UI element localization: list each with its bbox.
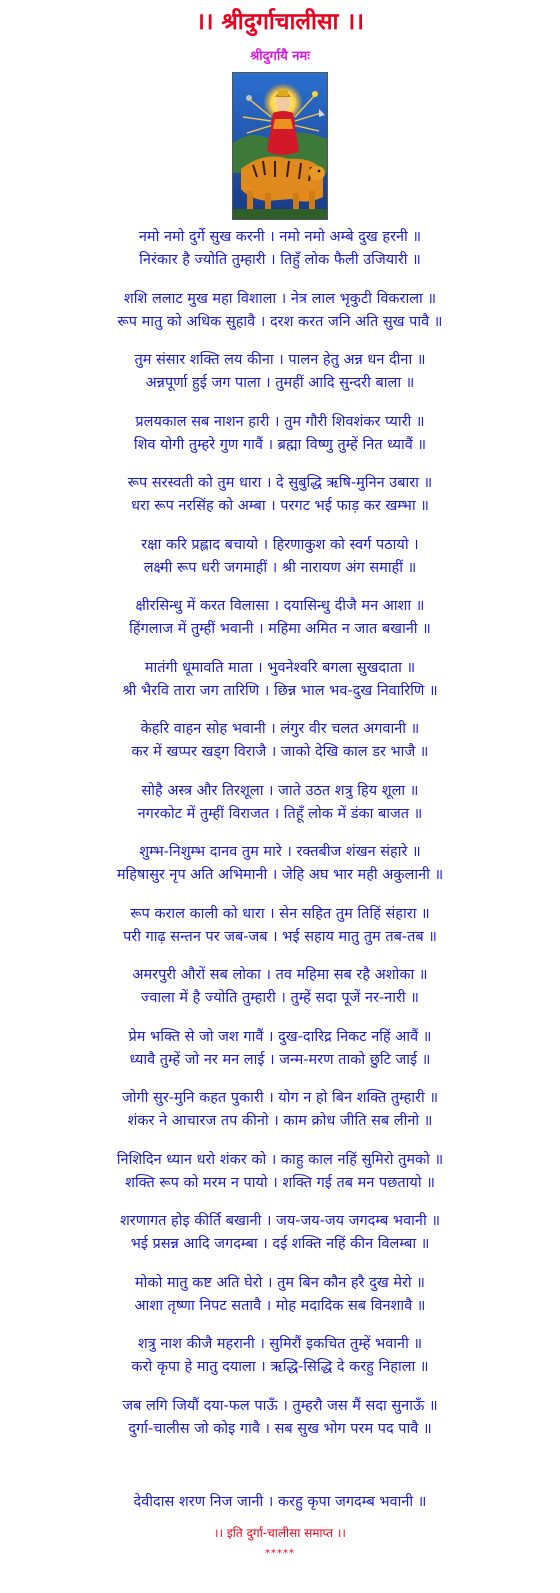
stanza bbox=[0, 964, 560, 1026]
verse-line: महिषासुर नृप अति अभिमानी । जेहि अघ भार मही अकुलानी ॥ bbox=[116, 867, 444, 883]
verse-line: करो कृपा हे मातु दयाला । ऋद्धि-सिद्धि दे करहु निहाला ॥ bbox=[131, 1359, 429, 1375]
stanza bbox=[0, 595, 560, 657]
verse-line: रूप मातु को अधिक सुहावै । दरश करत जनि अति सुख पावै ॥ bbox=[117, 313, 443, 330]
verse-line: शत्रु नाश कीजै महरानी । सुमिरौं इकचित तुम्हें भवानी ॥ bbox=[137, 1336, 423, 1352]
verse-line: निशिदिन ध्यान धरो शंकर को । काहु काल नहिं सुमिरो तुमको ॥ bbox=[116, 1151, 444, 1168]
verse-line: आशा तृष्णा निपट सतावै । मोह मदादिक सब विनशावै ॥ bbox=[134, 1297, 426, 1314]
verse-line: रूप कराल काली को धारा । सेन सहित तुम तिहिं संहारा ॥ bbox=[130, 905, 430, 922]
verse-line: जोगी सुर-मुनि कहत पुकारी । योग न हो बिन शक्ति तुम्हारी ॥ bbox=[121, 1090, 439, 1106]
verse-line: सोहै अस्त्र और तिरशूला । जाते उठत शत्रु हिय शूला ॥ bbox=[141, 782, 419, 799]
verse-line: अमरपुरी औरों सब लोका । तव महिमा सब रहै अशोका ॥ bbox=[132, 967, 428, 983]
ending-stars: ***** bbox=[265, 1548, 295, 1559]
verse-line: मोको मातु कष्ट अति घेरो । तुम बिन कौन हरै दुख मेरो ॥ bbox=[135, 1274, 425, 1291]
verse-line: धरा रूप नरसिंह को अम्बा । परगट भई फाड़ कर खम्भा ॥ bbox=[131, 498, 429, 514]
verse-line: नमो नमो दुर्गे सुख करनी । नमो नमो अम्बे दुख हरनी ॥ bbox=[138, 229, 422, 245]
verse-line: अन्नपूर्णा हुई जग पाला । तुमहीं आदि सुन्दरी बाला ॥ bbox=[145, 375, 415, 391]
stanza bbox=[0, 1210, 560, 1272]
stanza bbox=[0, 1149, 560, 1211]
stanza bbox=[0, 288, 560, 350]
stanza bbox=[0, 780, 560, 842]
stanza bbox=[0, 657, 560, 719]
stanza bbox=[0, 534, 560, 596]
verse-line: प्रेम भक्ति से जो जश गावैं । दुख-दारिद्र निकट नहिं आवैं ॥ bbox=[128, 1028, 432, 1045]
stanza bbox=[0, 1087, 560, 1149]
stanza bbox=[0, 226, 560, 288]
page-title: ।। श्रीदुर्गाचालीसा ।। bbox=[196, 9, 364, 35]
verse-line: लक्ष्मी रूप धरी जगमाहीं । श्री नारायण अंग समाहीं ॥ bbox=[143, 559, 417, 576]
verse-line: केहरि वाहन सोह भवानी । लंगुर वीर चलत अगवानी ॥ bbox=[140, 721, 420, 737]
stanza bbox=[0, 411, 560, 473]
stanza bbox=[0, 841, 560, 903]
verse-line: रक्षा करि प्रह्लाद बचायो । हिरणाकुश को स्वर्ग पठायो । bbox=[141, 536, 419, 553]
durga-illustration bbox=[233, 73, 327, 219]
stanza bbox=[0, 1333, 560, 1395]
verse-line: तुम संसार शक्ति लय कीना । पालन हेतु अन्न धन दीना ॥ bbox=[134, 352, 426, 368]
verse-line: हिंगलाज में तुम्हीं भवानी । महिमा अमित न जात बखानी ॥ bbox=[129, 621, 431, 637]
verse-line: ज्वाला में है ज्योति तुम्हारी । तुम्हें सदा पूजें नर-नारी ॥ bbox=[141, 990, 419, 1006]
stanza bbox=[0, 1272, 560, 1334]
stanza bbox=[0, 349, 560, 411]
page-subtitle: श्रीदुर्गायै नमः bbox=[250, 49, 310, 64]
verse-line: शिव योगी तुम्हरे गुण गावैं । ब्रह्मा विष्णु तुम्हें नित ध्यावैं ॥ bbox=[133, 436, 427, 453]
verse-line: जब लगि जियौं दया-फल पाऊँ । तुम्हरौ जस मैं सदा सुनाऊँ ॥ bbox=[122, 1397, 438, 1414]
verse-line: रूप सरस्वती को तुम धारा । दे सुबुद्धि ऋषि-मुनिन उबारा ॥ bbox=[127, 475, 433, 491]
verse-line: प्रलयकाल सब नाशन हारी । तुम गौरी शिवशंकर प्यारी ॥ bbox=[135, 413, 425, 430]
stanza bbox=[0, 718, 560, 780]
verse-line: क्षीरसिन्धु में करत विलासा । दयासिन्धु दीजै मन आशा ॥ bbox=[135, 598, 425, 614]
stanza bbox=[0, 1395, 560, 1457]
stanza bbox=[0, 1026, 560, 1088]
stanza bbox=[0, 903, 560, 965]
verse-line: दुर्गा-चालीस जो कोइ गावै । सब सुख भोग परम पद पावै ॥ bbox=[128, 1420, 432, 1437]
stanza bbox=[0, 472, 560, 534]
verse-line: कर में खप्पर खड्ग विराजै । जाको देखि काल डर भाजै ॥ bbox=[131, 744, 429, 760]
verse-line: शुम्भ-निशुम्भ दानव तुम मारे । रक्तबीज शंखन संहारे ॥ bbox=[139, 844, 421, 860]
verses bbox=[0, 226, 560, 1456]
durga-image bbox=[232, 72, 328, 220]
verse-line: नगरकोट में तुम्हीं विराजत । तिहूँ लोक में डंका बाजत ॥ bbox=[137, 805, 423, 822]
verse-line: शरणागत होइ कीर्ति बखानी । जय-जय-जय जगदम्ब भवानी ॥ bbox=[119, 1213, 441, 1229]
ending-text: ।। इति दुर्गा-चालीसा समाप्त ।। bbox=[214, 1526, 346, 1540]
verse-line: मातंगी धूमावति माता । भुवनेश्वरि बगला सुखदाता ॥ bbox=[144, 659, 416, 676]
verse-line: भई प्रसन्न आदि जगदम्बा । दई शक्ति नहिं कीन विलम्बा ॥ bbox=[130, 1236, 430, 1252]
verse-line: निरंकार है ज्योति तुम्हारी । तिहुँ लोक फैली उजियारी ॥ bbox=[139, 252, 421, 268]
verse-line: परी गाढ़ सन्तन पर जब-जब । भई सहाय मातु तुम तब-तब ॥ bbox=[123, 928, 437, 945]
verse-line: ध्यावै तुम्हें जो नर मन लाई । जन्म-मरण ताको छुटि जाई ॥ bbox=[129, 1051, 431, 1068]
verse-line: श्री भैरवि तारा जग तारिणि । छिन्न भाल भव-दुख निवारिणि ॥ bbox=[122, 682, 438, 699]
verse-line: शंकर ने आचारज तप कीनो । काम क्रोध जीति सब लीनो ॥ bbox=[127, 1113, 433, 1129]
final-verse-line: देवीदास शरण निज जानी । करहु कृपा जगदम्ब भवानी ॥ bbox=[133, 1494, 427, 1510]
verse-line: शशि ललाट मुख महा विशाला । नेत्र लाल भृकुटी विकराला ॥ bbox=[123, 290, 437, 307]
verse-line: शक्ति रूप को मरम न पायो । शक्ति गई तब मन पछतायो ॥ bbox=[125, 1174, 435, 1191]
